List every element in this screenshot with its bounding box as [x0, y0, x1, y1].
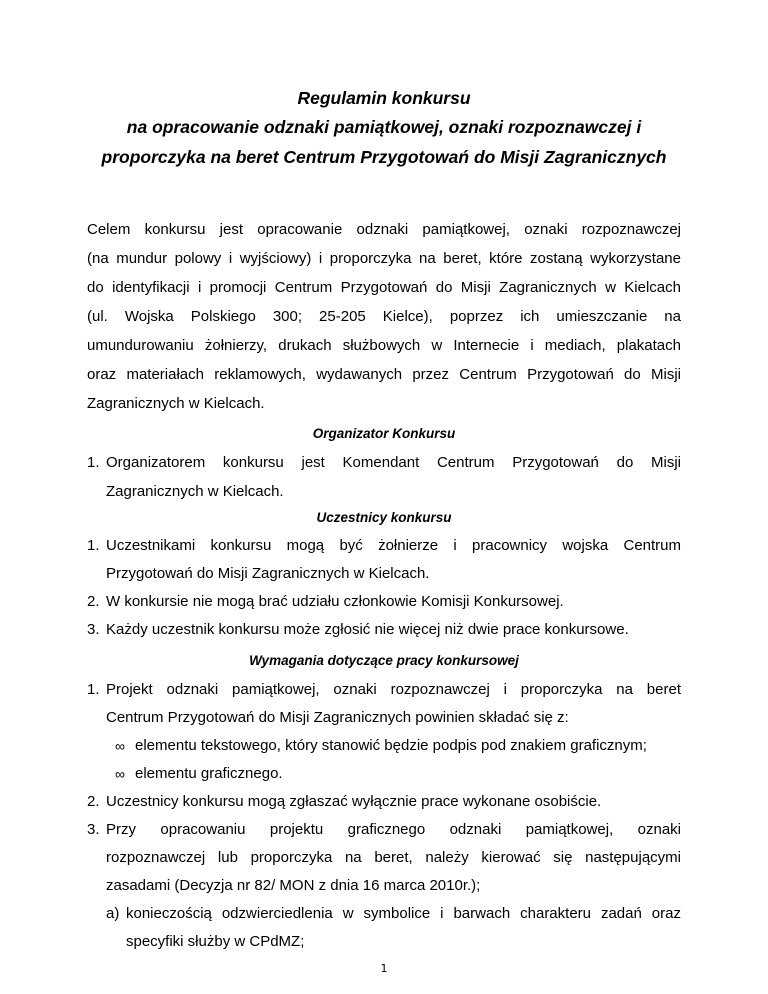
intro-line: umundurowaniu żołnierzy, drukach służbowych w Internecie i mediach, plakatach	[87, 337, 681, 354]
section-heading-organizer: Organizator Konkursu	[312, 426, 456, 441]
list-item-text: Uczestnikami konkursu mogą być żołnierze i pracownicy wojska Centrum	[106, 537, 681, 554]
section-heading-requirements: Wymagania dotyczące pracy konkursowej	[249, 653, 519, 668]
list-item-text: Organizatorem konkursu jest Komendant Centrum Przygotowań do Misji	[106, 454, 681, 471]
intro-line: do identyfikacji i promocji Centrum Przygotowań do Misji Zagranicznych w Kielcach	[87, 279, 681, 296]
section-heading-participants: Uczestnicy konkursu	[316, 510, 452, 525]
infinity-bullet-icon: ∞	[115, 738, 125, 754]
document-title: Regulamin konkursu	[297, 88, 471, 108]
list-item-text: Centrum Przygotowań do Misji Zagranicznych powinien składać się z:	[106, 709, 569, 726]
list-item-number: 2.	[87, 793, 100, 810]
intro-line: oraz materiałach reklamowych, wydawanych przez Centrum Przygotowań do Misji	[87, 366, 681, 383]
sub-item-text: konieczością odzwierciedlenia w symbolice i barwach charakteru zadań oraz	[126, 905, 681, 922]
list-item-text: rozpoznawczej lub proporczyka na beret, należy kierować się następującymi	[106, 849, 681, 866]
list-item-number: 3.	[87, 821, 100, 838]
list-item-number: 1.	[87, 681, 100, 698]
list-item-text: Uczestnicy konkursu mogą zgłaszać wyłącznie prace wykonane osobiście.	[106, 793, 602, 810]
list-item-text: Przygotowań do Misji Zagranicznych w Kielcach.	[106, 565, 430, 582]
page-number: 1	[380, 962, 388, 975]
list-item-number: 1.	[87, 537, 100, 554]
bullet-item-text: elementu graficznego.	[135, 765, 283, 782]
list-item-text: W konkursie nie mogą brać udziału członkowie Komisji Konkursowej.	[106, 593, 564, 610]
bullet-item-text: elementu tekstowego, który stanowić będzie podpis pod znakiem graficznym;	[135, 737, 647, 754]
intro-line: Zagranicznych w Kielcach.	[87, 395, 265, 412]
document-subtitle-line-1: na opracowanie odznaki pamiątkowej, oznaki rozpoznawczej i	[126, 117, 642, 137]
list-item-number: 2.	[87, 593, 100, 610]
list-item-text: Przy opracowaniu projektu graficznego odznaki pamiątkowej, oznaki	[106, 821, 681, 838]
intro-line: (ul. Wojska Polskiego 300; 25-205 Kielce), poprzez ich umieszczanie na	[87, 308, 681, 325]
list-item-text: Zagranicznych w Kielcach.	[106, 483, 284, 500]
intro-line: (na mundur polowy i wyjściowy) i proporczyka na beret, które zostaną wykorzystane	[87, 250, 681, 267]
sub-item-text: specyfiki służby w CPdMZ;	[126, 933, 305, 950]
list-item-text: zasadami (Decyzja nr 82/ MON z dnia 16 marca 2010r.);	[106, 877, 481, 894]
list-item-text: Projekt odznaki pamiątkowej, oznaki rozpoznawczej i proporczyka na beret	[106, 681, 681, 698]
list-item-number: 3.	[87, 621, 100, 638]
intro-line: Celem konkursu jest opracowanie odznaki pamiątkowej, oznaki rozpoznawczej	[87, 221, 681, 238]
document-subtitle-line-2: proporczyka na beret Centrum Przygotowań do Misji Zagranicznych	[101, 147, 667, 167]
list-item-number: 1.	[87, 454, 100, 471]
sub-item-label: a)	[106, 905, 120, 922]
infinity-bullet-icon: ∞	[115, 766, 125, 782]
list-item-text: Każdy uczestnik konkursu może zgłosić nie więcej niż dwie prace konkursowe.	[106, 621, 629, 638]
